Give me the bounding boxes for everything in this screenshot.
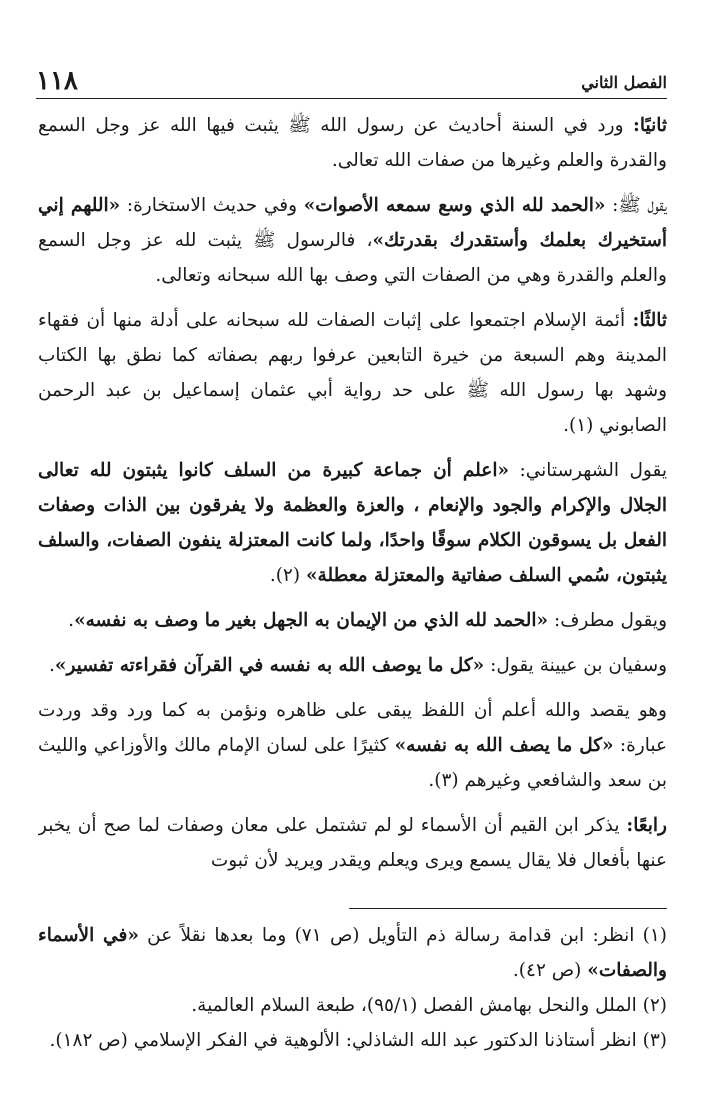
footnote-text: (٢) الملل والنحل بهامش الفصل (٩٥/١)، طبعة السلام العالمية. [191, 995, 667, 1016]
chapter-title: الفصل الثاني [581, 73, 667, 92]
paragraph-shahrastani [38, 453, 667, 593]
paragraph-mutarrif [38, 603, 667, 638]
footnote-text: (١) انظر: ابن قدامة رسالة ذم التأويل (ص ٧١) وما بعدها نقلاً عن [138, 925, 667, 946]
paragraph-text: وسفيان بن عيينة يقول: [484, 655, 667, 676]
paragraph-third [38, 303, 667, 443]
page-number: ١١٨ [36, 66, 78, 96]
paragraph-second [38, 108, 667, 178]
shahrastani-quote: «اعلم أن جماعة كبيرة من السلف كانوا يثبتون لله تعالى الجلال والإكرام والجود والإنعام ، والعزة والعظمة ولا يفرقون بين الذات وصفات الفعل بل يسوقون الكلام سوقًا واحدًا، ولما كانت المعتزلة ينفون الصفات، والسلف يثبتون، سُمي السلف صفاتية والمعتزلة معطلة» [38, 460, 667, 586]
phrase-quote: «كل ما يصف الله به نفسه» [394, 735, 614, 756]
paragraph-text: (٢). [269, 565, 306, 586]
footnote-text: (ص ٤٢). [512, 960, 588, 981]
sufyan-quote: «كل ما يوصف الله به نفسه في القرآن فقراءته تفسير» [54, 655, 485, 676]
paragraph-lead: ثالثًا: [632, 310, 667, 331]
paragraph-lead: رابعًا: [626, 815, 667, 836]
footnote-2 [38, 988, 667, 1023]
paragraph-text: ورد في السنة أحاديث عن رسول الله ﷺ يثبت فيها الله عز وجل السمع والقدرة والعلم وغيرها من صفات الله تعالى. [38, 115, 667, 171]
footnote-separator [349, 908, 667, 909]
footnote-book-title: «في الأسماء والصفات» [38, 925, 667, 981]
hadith-quote: «الحمد لله الذي وسع سمعه الأصوات» [303, 195, 606, 216]
paragraph-text: وهو يقصد والله أعلم أن اللفظ يبقى على ظاهره ونؤمن به كما ورد وقد وردت عبارة: [38, 700, 667, 756]
paragraph-text: ويقول مطرف: [548, 610, 667, 631]
paragraph-text: يقول ﷺ: [605, 195, 667, 216]
main-text [38, 108, 667, 898]
istikhara-quote: «اللهم إني أستخيرك بعلمك وأستقدرك بقدرتك» [38, 195, 667, 251]
paragraph-hadith [38, 188, 667, 293]
paragraph-text: أئمة الإسلام اجتمعوا على إثبات الصفات لله سبحانه على أدلة منها أن فقهاء المدينة وهم السبعة من خيرة التابعين عرفوا ربهم بصفاته كما نطق بها الكتاب وشهد بها رسول الله ﷺ على حد رواية أبي عثمان إسماعيل بن عبد الرحمن الصابوني (١). [38, 310, 667, 436]
paragraph-sufyan [38, 648, 667, 683]
footnotes [38, 918, 667, 1058]
paragraph-text: . [49, 655, 55, 676]
paragraph-text: ، فالرسول ﷺ يثبت لله عز وجل السمع والعلم والقدرة وهي من الصفات التي وصف بها الله سبحانه وتعالى. [38, 230, 667, 286]
paragraph-fourth [38, 808, 667, 878]
footnote-text: (٣) انظر أستاذنا الدكتور عبد الله الشاذلي: الألوهية في الفكر الإسلامي (ص ١٨٢). [49, 1030, 667, 1051]
paragraph-text: . [68, 610, 75, 631]
paragraph-lead: ثانيًا: [633, 115, 667, 136]
paragraph-text: يذكر ابن القيم أن الأسماء لو لم تشتمل على معان وصفات لما صح أن يخبر عنها بأفعال فلا يقال يسمع ويرى ويعلم ويقدر ويريد لأن ثبوت [38, 815, 667, 871]
paragraph-meaning [38, 693, 667, 798]
running-header [36, 58, 667, 99]
footnote-3 [38, 1023, 667, 1058]
paragraph-text: وفي حديث الاستخارة: [120, 195, 304, 216]
footnote-1 [38, 918, 667, 988]
paragraph-text: كثيرًا على لسان الإمام مالك والأوزاعي والليث بن سعد والشافعي وغيرهم (٣). [38, 735, 667, 791]
mutarrif-quote: «الحمد لله الذي من الإيمان به الجهل بغير ما وصف به نفسه» [74, 610, 549, 631]
paragraph-text: يقول الشهرستاني: [509, 460, 667, 481]
